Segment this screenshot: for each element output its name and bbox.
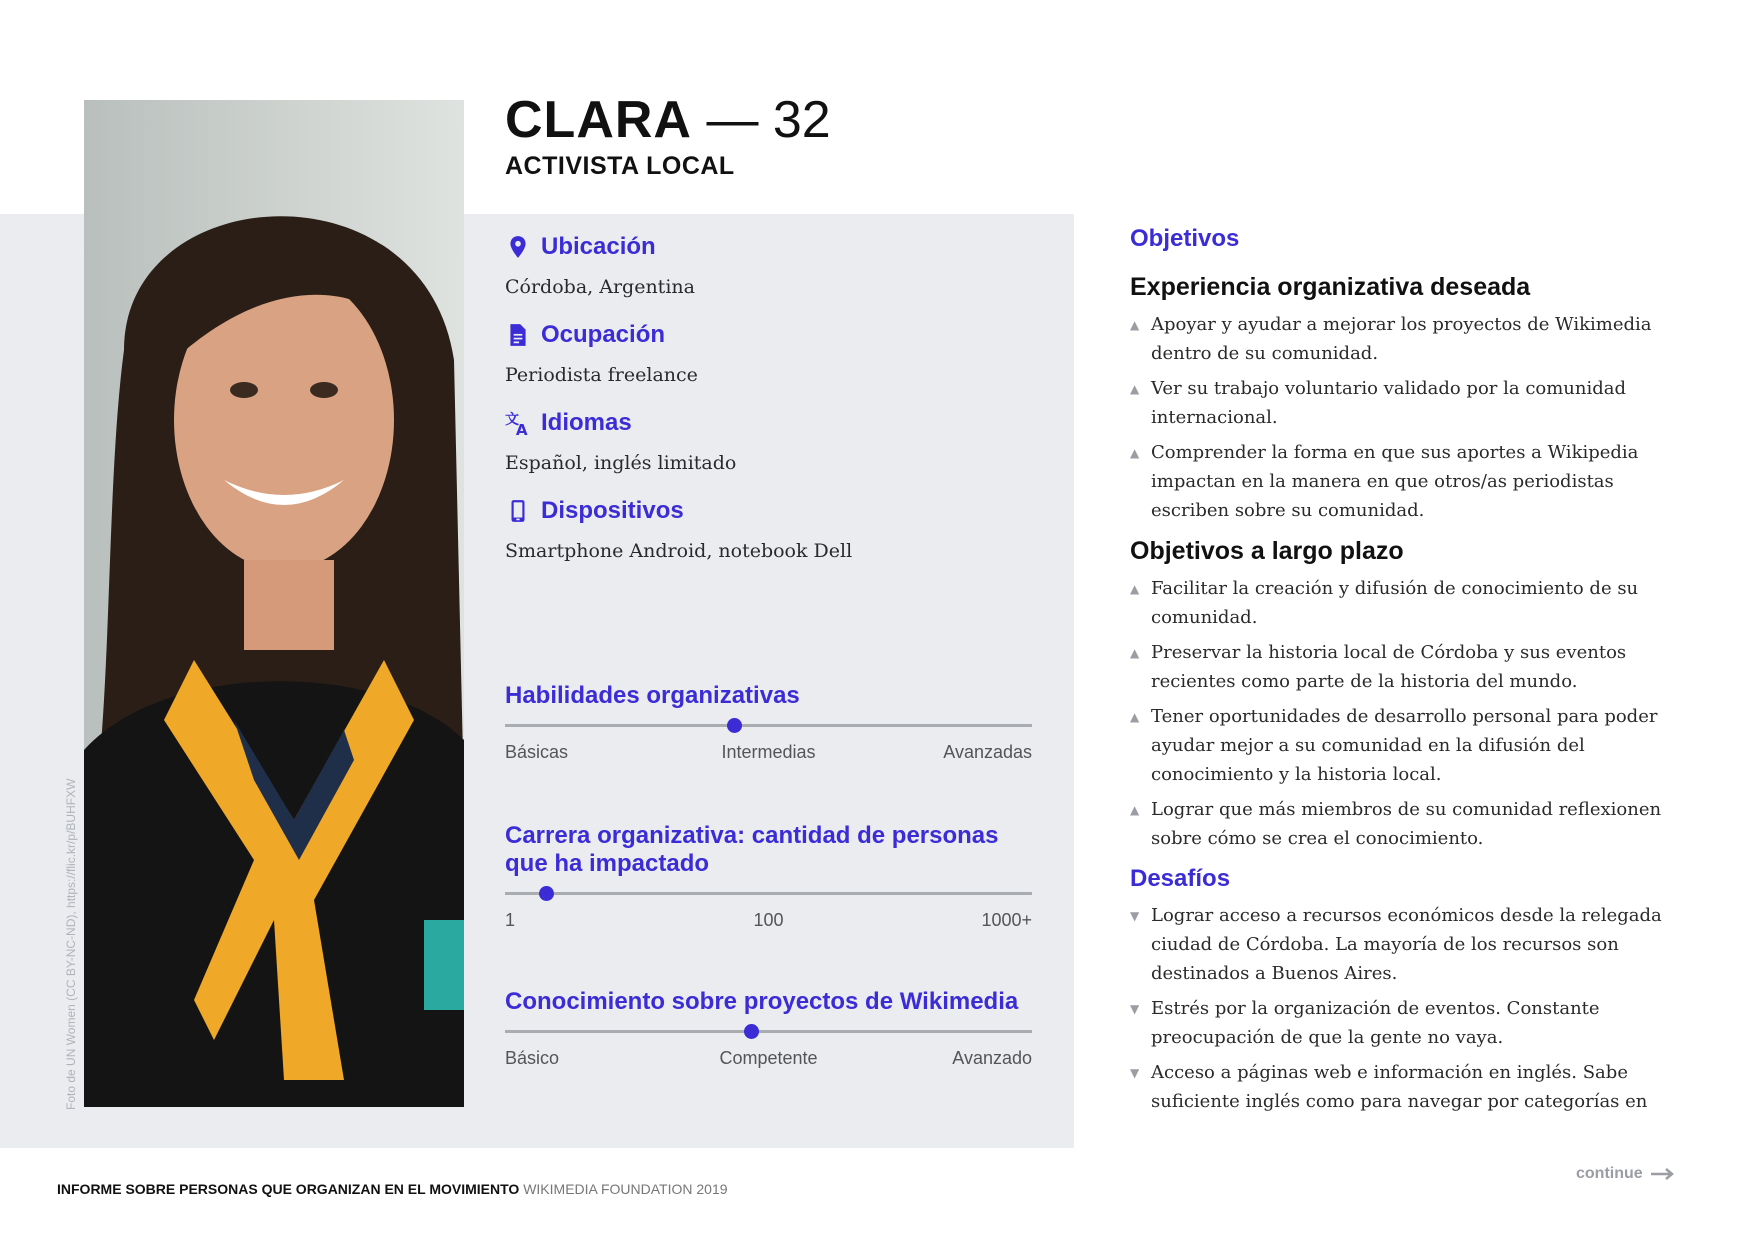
info-label: Ubicación [541,233,656,260]
tick-label: Avanzado [952,1048,1032,1068]
triangle-up-icon: ▲ [1130,446,1140,460]
longterm-heading: Objetivos a largo plazo [1130,537,1404,565]
list-item: ▲ Facilitar la creación y difusión de conocimiento de su comunidad. [1130,574,1690,632]
svg-text:A: A [515,420,528,436]
persona-role: ACTIVISTA LOCAL [505,152,735,180]
list-item: ▲ Preservar la historia local de Córdoba y sus eventos recientes como parte de la historia del mundo. [1130,638,1690,696]
triangle-down-icon: ▼ [1130,1002,1140,1016]
desired-experience-heading: Experiencia organizativa deseada [1130,273,1531,301]
tick-label: Básicas [505,742,569,762]
scale-track [505,718,1032,732]
scale-title: Conocimiento sobre proyectos de Wikimedia [505,988,1019,1015]
triangle-up-icon: ▲ [1130,318,1140,332]
list-item: ▼ Lograr acceso a recursos económicos desde la relegada ciudad de Córdoba. La mayoría de los recursos son destinados a Buenos Aires. [1130,901,1690,988]
tick-label: Intermedias [721,742,816,762]
tick-label: Básico [505,1048,560,1068]
scale-title: Carrera organizativa: cantidad de personas que ha impactado [505,822,999,877]
tick-label: Avanzadas [943,742,1032,762]
tick-label: Competente [719,1048,818,1068]
scale-title: Habilidades organizativas [505,682,800,709]
info-value: Periodista freelance [505,364,698,386]
continue-label: continue [1576,1165,1643,1182]
info-languages [505,406,736,474]
scale-knob [744,1024,759,1039]
challenges-heading: Desafíos [1130,865,1231,892]
info-value: Español, inglés limitado [505,452,737,474]
scale-wikimedia-knowledge [505,988,1032,1072]
right-column [1130,225,1690,1116]
persona-age: — 32 [706,91,831,149]
triangle-up-icon: ▲ [1130,646,1140,660]
scale-ticks [505,910,1032,934]
persona-photo [84,100,464,1107]
smartphone-icon [505,498,531,524]
info-location [505,230,695,298]
objectives-heading: Objetivos [1130,225,1240,252]
location-pin-icon [505,234,531,260]
list-item: ▲ Lograr que más miembros de su comunidad reflexionen sobre cómo se crea el conocimiento. [1130,795,1690,853]
list-item: ▲ Ver su trabajo voluntario validado por la comunidad internacional. [1130,374,1690,432]
triangle-down-icon: ▼ [1130,909,1140,923]
footer [57,1181,728,1197]
scale-organizational-career [505,822,1032,934]
document-icon [505,322,531,348]
tick-label: 1 [505,910,516,930]
svg-text:文: 文 [505,412,520,429]
longterm-list [1130,574,1690,853]
footer-org: WIKIMEDIA FOUNDATION 2019 [523,1181,728,1197]
info-label: Dispositivos [541,497,684,524]
info-value: Smartphone Android, notebook Dell [505,540,853,562]
info-value: Córdoba, Argentina [505,276,695,298]
info-occupation [505,318,698,386]
scale-track [505,886,1032,900]
info-label: Ocupación [541,321,666,348]
photo-credit: Foto de UN Women (CC BY-NC-ND), https://flic.kr/p/BUHFXW [64,778,78,1110]
info-label: Idiomas [541,409,632,436]
challenges-list [1130,901,1690,1116]
arrow-right-icon [1651,1168,1675,1180]
scale-knob [539,886,554,901]
triangle-up-icon: ▲ [1130,803,1140,817]
list-item: ▲ Apoyar y ayudar a mejorar los proyectos de Wikimedia dentro de su comunidad. [1130,310,1690,368]
scale-knob [727,718,742,733]
tick-label: 100 [753,910,784,930]
triangle-up-icon: ▲ [1130,582,1140,596]
triangle-down-icon: ▼ [1130,1066,1140,1080]
scale-track [505,1024,1032,1038]
info-devices [505,494,852,562]
list-item: ▼ Acceso a páginas web e información en inglés. Sabe suficiente inglés como para navegar por categorías en [1130,1058,1690,1116]
footer-report-title: INFORME SOBRE PERSONAS QUE ORGANIZAN EN EL MOVIMIENTO [57,1181,520,1197]
scale-organizational-skills [505,682,1032,766]
triangle-up-icon: ▲ [1130,382,1140,396]
continue-link[interactable] [1576,1165,1675,1183]
list-item: ▲ Tener oportunidades de desarrollo personal para poder ayudar mejor a su comunidad en la difusión del conocimiento y la historia local. [1130,702,1690,789]
list-item: ▲ Comprender la forma en que sus aportes a Wikipedia impactan en la manera en que otros/as periodistas escriben sobre su comunidad. [1130,438,1690,525]
translate-icon [505,410,531,436]
persona-name: CLARA [505,91,692,149]
list-item: ▼ Estrés por la organización de eventos. Constante preocupación de que la gente no vaya. [1130,994,1690,1052]
desired-list [1130,310,1690,525]
triangle-up-icon: ▲ [1130,710,1140,724]
persona-header [505,90,831,181]
tick-label: 1000+ [981,910,1032,930]
scale-ticks [505,742,1032,766]
scale-ticks [505,1048,1032,1072]
